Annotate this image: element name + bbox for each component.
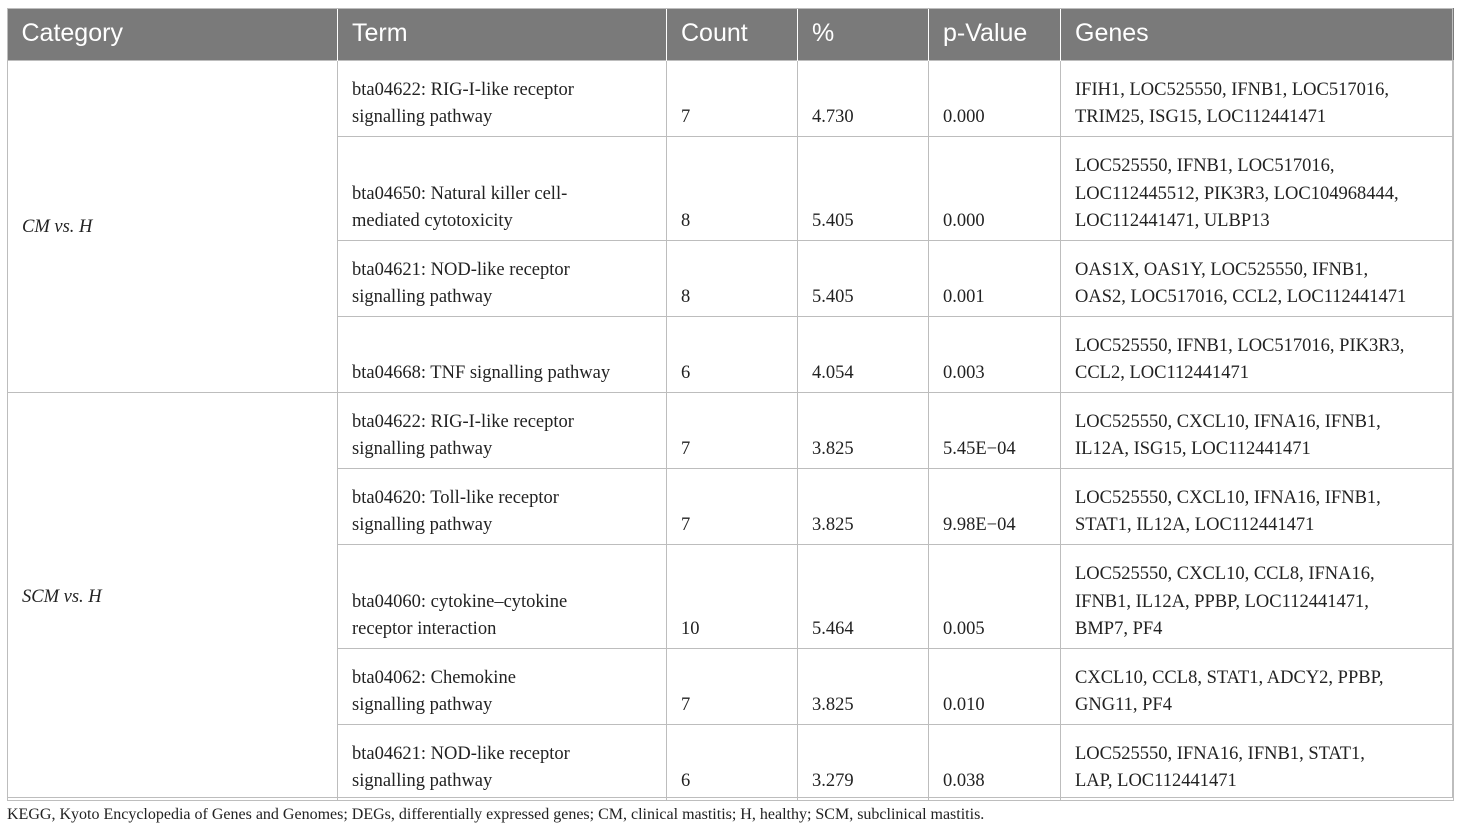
p-value-cell: 0.000 <box>929 136 1061 240</box>
table-body <box>8 60 1454 800</box>
p-value-cell: 0.010 <box>929 648 1061 724</box>
percent-cell: 3.825 <box>798 392 929 468</box>
term-cell-line: signalling pathway <box>352 515 493 535</box>
genes-cell-line: TRIM25, ISG15, LOC112441471 <box>1075 107 1327 127</box>
count-cell: 7 <box>667 60 798 136</box>
percent-cell: 3.279 <box>798 724 929 800</box>
genes-cell-line: IFNB1, IL12A, PPBP, LOC112441471, <box>1075 591 1369 612</box>
genes-cell <box>1061 316 1454 392</box>
term-cell-line: bta04668: TNF signalling pathway <box>352 363 611 383</box>
p-value-cell: 0.003 <box>929 316 1061 392</box>
count-cell: 10 <box>667 544 798 648</box>
genes-cell-line: LOC525550, CXCL10, CCL8, IFNA16, <box>1075 564 1375 584</box>
header-p-value: p-Value <box>929 8 1061 60</box>
genes-cell <box>1061 648 1454 724</box>
term-cell-line: signalling pathway <box>352 439 493 459</box>
genes-cell-line: LOC525550, IFNA16, IFNB1, STAT1, <box>1075 743 1365 764</box>
count-cell: 6 <box>667 724 798 800</box>
genes-cell-line: IL12A, ISG15, LOC112441471 <box>1075 439 1311 459</box>
genes-cell-line: LOC525550, IFNB1, LOC517016, PIK3R3, <box>1075 335 1405 356</box>
count-cell: 7 <box>667 648 798 724</box>
p-value-cell: 0.001 <box>929 240 1061 316</box>
term-cell <box>338 60 667 136</box>
genes-cell <box>1061 136 1454 240</box>
header-term: Term <box>338 8 667 60</box>
genes-cell-line: LOC525550, CXCL10, IFNA16, IFNB1, <box>1075 487 1381 508</box>
genes-cell-line: OAS1X, OAS1Y, LOC525550, IFNB1, <box>1075 259 1369 280</box>
term-cell <box>338 724 667 800</box>
term-cell-line: bta04622: RIG-I-like receptor <box>352 79 574 100</box>
term-cell <box>338 240 667 316</box>
p-value-cell: 0.038 <box>929 724 1061 800</box>
term-cell-line: bta04650: Natural killer cell- <box>352 183 568 204</box>
header-percent: % <box>798 8 929 60</box>
p-value-cell: 0.000 <box>929 60 1061 136</box>
table-row <box>8 392 1454 468</box>
p-value-cell: 9.98E−04 <box>929 468 1061 544</box>
percent-cell: 3.825 <box>798 468 929 544</box>
header-category: Category <box>8 8 338 60</box>
table-row <box>8 60 1454 136</box>
genes-cell <box>1061 724 1454 800</box>
genes-cell-line: IFIH1, LOC525550, IFNB1, LOC517016, <box>1075 79 1389 100</box>
term-cell-line: bta04620: Toll-like receptor <box>352 487 559 508</box>
header-row <box>8 8 1454 60</box>
genes-cell-line: LAP, LOC112441471 <box>1075 771 1237 791</box>
percent-cell: 3.825 <box>798 648 929 724</box>
count-cell: 7 <box>667 468 798 544</box>
genes-cell-line: GNG11, PF4 <box>1075 695 1172 715</box>
term-cell-line: mediated cytotoxicity <box>352 211 513 231</box>
p-value-cell: 0.005 <box>929 544 1061 648</box>
genes-cell-line: LOC525550, CXCL10, IFNA16, IFNB1, <box>1075 411 1381 432</box>
genes-cell <box>1061 60 1454 136</box>
percent-cell: 5.405 <box>798 240 929 316</box>
genes-cell-line: CXCL10, CCL8, STAT1, ADCY2, PPBP, <box>1075 667 1384 688</box>
term-cell-line: bta04621: NOD-like receptor <box>352 743 570 764</box>
genes-cell <box>1061 392 1454 468</box>
term-cell-line: signalling pathway <box>352 107 493 127</box>
count-cell: 8 <box>667 240 798 316</box>
percent-cell: 4.054 <box>798 316 929 392</box>
term-cell <box>338 392 667 468</box>
count-cell: 7 <box>667 392 798 468</box>
kegg-pathway-table <box>7 8 1454 801</box>
term-cell-line: receptor interaction <box>352 619 497 639</box>
percent-cell: 5.405 <box>798 136 929 240</box>
term-cell <box>338 468 667 544</box>
table-footnote: KEGG, Kyoto Encyclopedia of Genes and Genomes; DEGs, differentially expressed genes; CM, clinical mastitis; H, healthy; SCM, subclinical mastitis. <box>7 806 985 823</box>
term-cell-line: bta04062: Chemokine <box>352 667 516 688</box>
term-cell <box>338 316 667 392</box>
genes-cell-line: LOC112445512, PIK3R3, LOC104968444, <box>1075 183 1399 204</box>
header-genes: Genes <box>1061 8 1454 60</box>
term-cell-line: bta04622: RIG-I-like receptor <box>352 411 574 432</box>
percent-cell: 5.464 <box>798 544 929 648</box>
genes-cell <box>1061 468 1454 544</box>
count-cell: 8 <box>667 136 798 240</box>
genes-cell <box>1061 240 1454 316</box>
genes-cell-line: LOC525550, IFNB1, LOC517016, <box>1075 156 1335 176</box>
term-cell <box>338 648 667 724</box>
kegg-table-container <box>7 8 1453 801</box>
genes-cell-line: STAT1, IL12A, LOC112441471 <box>1075 515 1315 535</box>
genes-cell-line: LOC112441471, ULBP13 <box>1075 211 1270 231</box>
header-count: Count <box>667 8 798 60</box>
term-cell <box>338 136 667 240</box>
term-cell-line: signalling pathway <box>352 695 493 715</box>
p-value-cell: 5.45E−04 <box>929 392 1061 468</box>
genes-cell-line: OAS2, LOC517016, CCL2, LOC112441471 <box>1075 287 1407 307</box>
genes-cell-line: CCL2, LOC112441471 <box>1075 363 1250 383</box>
category-cell: SCM vs. H <box>8 392 338 800</box>
genes-cell <box>1061 544 1454 648</box>
category-cell: CM vs. H <box>8 60 338 392</box>
count-cell: 6 <box>667 316 798 392</box>
percent-cell: 4.730 <box>798 60 929 136</box>
term-cell-line: signalling pathway <box>352 287 493 307</box>
genes-cell-line: BMP7, PF4 <box>1075 619 1163 639</box>
term-cell-line: signalling pathway <box>352 771 493 791</box>
term-cell-line: bta04621: NOD-like receptor <box>352 259 570 280</box>
term-cell-line: bta04060: cytokine–cytokine <box>352 591 568 612</box>
term-cell <box>338 544 667 648</box>
